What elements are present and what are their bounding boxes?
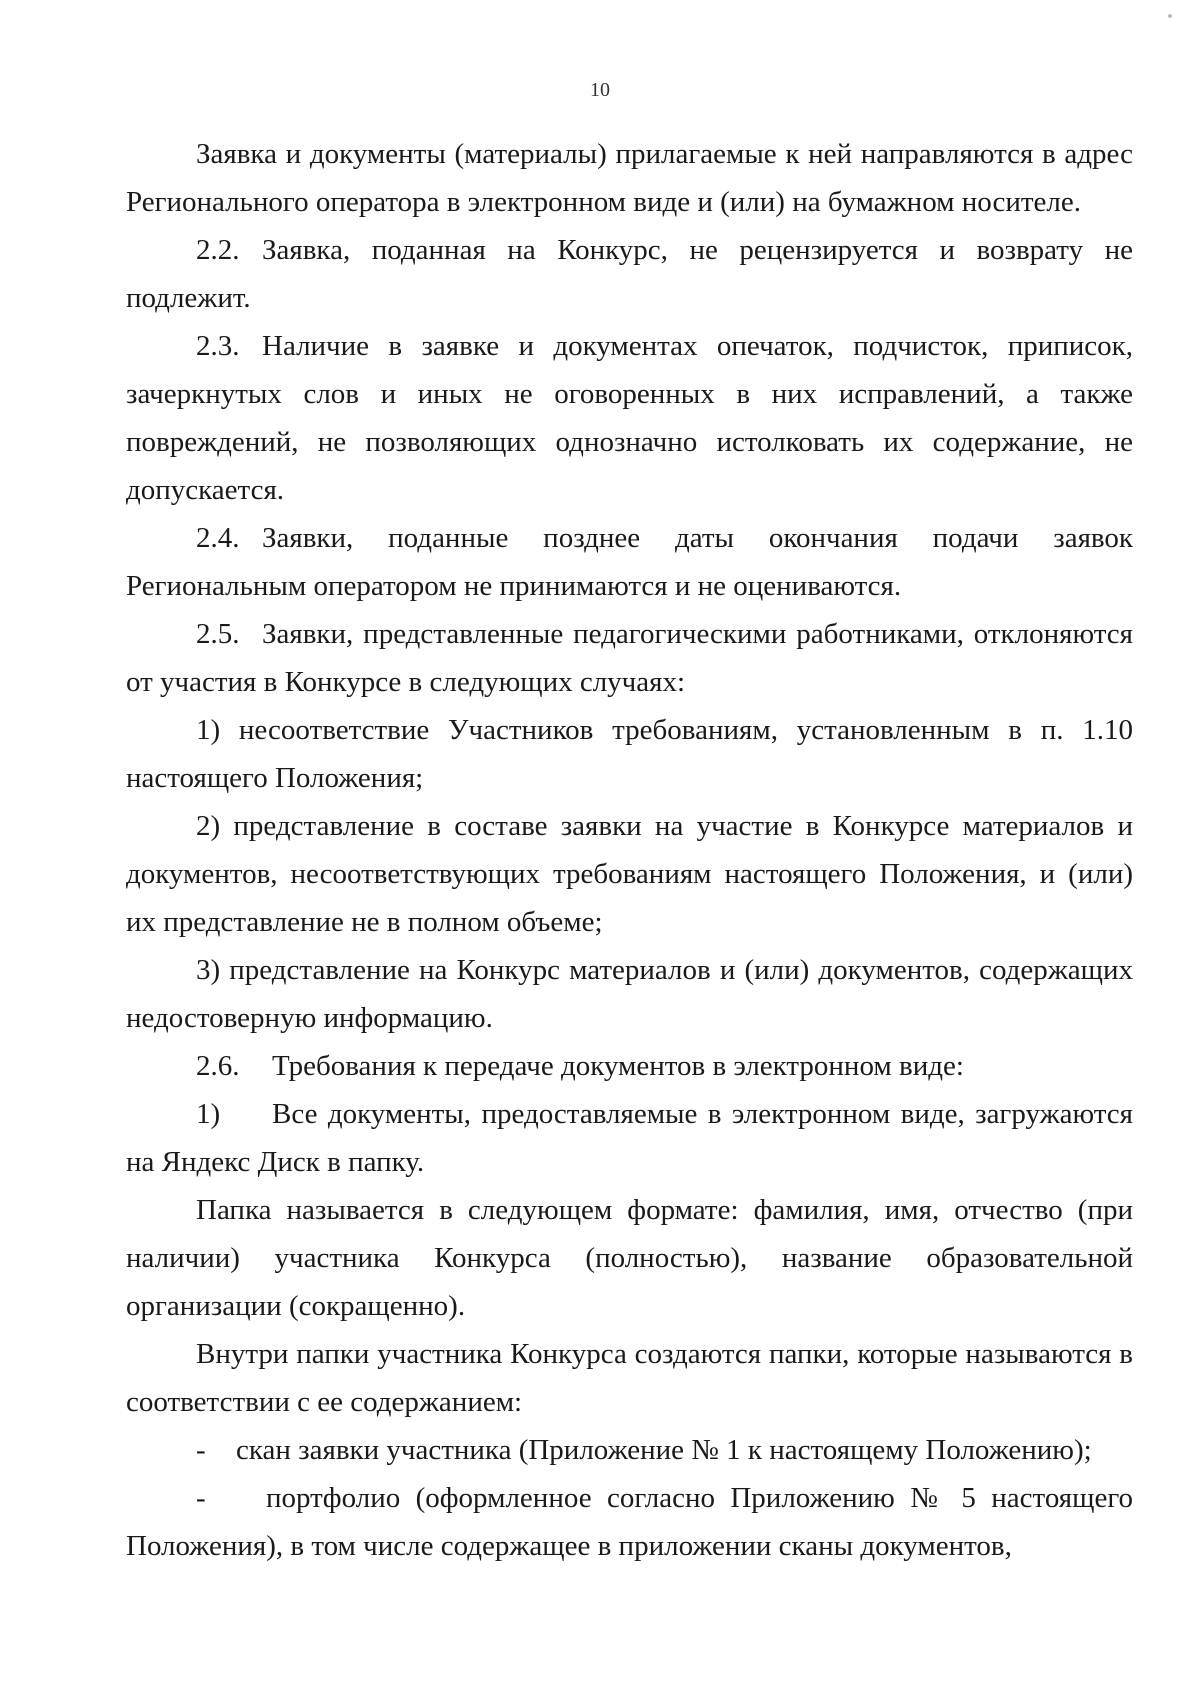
clause-number: 2.6. bbox=[196, 1050, 240, 1082]
bullet-text: портфолио (оформленное согласно Приложению № 5 настоящего Положения), в том числе содержащее в приложении сканы документов, bbox=[126, 1482, 1133, 1562]
clause-text: Требования к передаче документов в электронном виде: bbox=[272, 1050, 964, 1082]
clause-number: 2.5. bbox=[196, 618, 240, 650]
bullet-text: скан заявки участника (Приложение № 1 к настоящему Положению); bbox=[236, 1434, 1092, 1466]
paragraph-2-3 bbox=[126, 322, 1133, 514]
clause-text: Наличие в заявке и документах опечаток, подчисток, приписок, зачеркнутых слов и иных не оговоренных в них исправлений, а также повреждений, не позволяющих однозначно истолковать их содержание, не допускается. bbox=[126, 330, 1133, 506]
page-number: 10 bbox=[590, 79, 610, 101]
paragraph-2-6 bbox=[126, 1042, 1133, 1090]
clause-text: Заявки, поданные позднее даты окончания подачи заявок Региональным оператором не принимаются и не оцениваются. bbox=[126, 522, 1133, 602]
clause-text: Заявка, поданная на Конкурс, не рецензируется и возврату не подлежит. bbox=[126, 234, 1133, 314]
document-body bbox=[126, 130, 1133, 1570]
subitem-1 bbox=[126, 1090, 1133, 1186]
clause-number: 2.4. bbox=[196, 522, 240, 554]
paragraph-2-2 bbox=[126, 226, 1133, 322]
clause-number: 2.3. bbox=[196, 330, 240, 362]
list-item-1: 1) несоответствие Участников требованиям, установленным в п. 1.10 настоящего Положения; bbox=[126, 714, 1133, 794]
list-item-2: 2) представление в составе заявки на участие в Конкурсе материалов и документов, несоответствующих требованиям настоящего Положения, и (или) их представление не в полном объеме; bbox=[126, 810, 1133, 938]
paragraph-folder-contents: Внутри папки участника Конкурса создаются папки, которые называются в соответствии с ее содержанием: bbox=[126, 1338, 1133, 1418]
paragraph-2-4 bbox=[126, 514, 1133, 610]
paragraph-intro: Заявка и документы (материалы) прилагаемые к ней направляются в адрес Регионального оператора в электронном виде и (или) на бумажном носителе. bbox=[126, 138, 1133, 218]
clause-number: 1) bbox=[196, 1098, 221, 1130]
list-item-3: 3) представление на Конкурс материалов и (или) документов, содержащих недостоверную информацию. bbox=[126, 954, 1133, 1034]
clause-number: 2.2. bbox=[196, 234, 240, 266]
bullet-scan bbox=[126, 1426, 1133, 1474]
paragraph-folder-name: Папка называется в следующем формате: фамилия, имя, отчество (при наличии) участника Конкурса (полностью), название образовательной организации (сокращенно). bbox=[126, 1194, 1133, 1322]
clause-text: Все документы, предоставляемые в электронном виде, загружаются на Яндекс Диск в папку. bbox=[126, 1098, 1133, 1178]
scan-speck bbox=[1168, 14, 1172, 18]
paragraph-2-5 bbox=[126, 610, 1133, 706]
bullet-dash: - bbox=[196, 1482, 206, 1514]
bullet-portfolio bbox=[126, 1474, 1133, 1570]
clause-text: Заявки, представленные педагогическими работниками, отклоняются от участия в Конкурсе в следующих случаях: bbox=[126, 618, 1133, 698]
bullet-dash: - bbox=[196, 1434, 206, 1466]
